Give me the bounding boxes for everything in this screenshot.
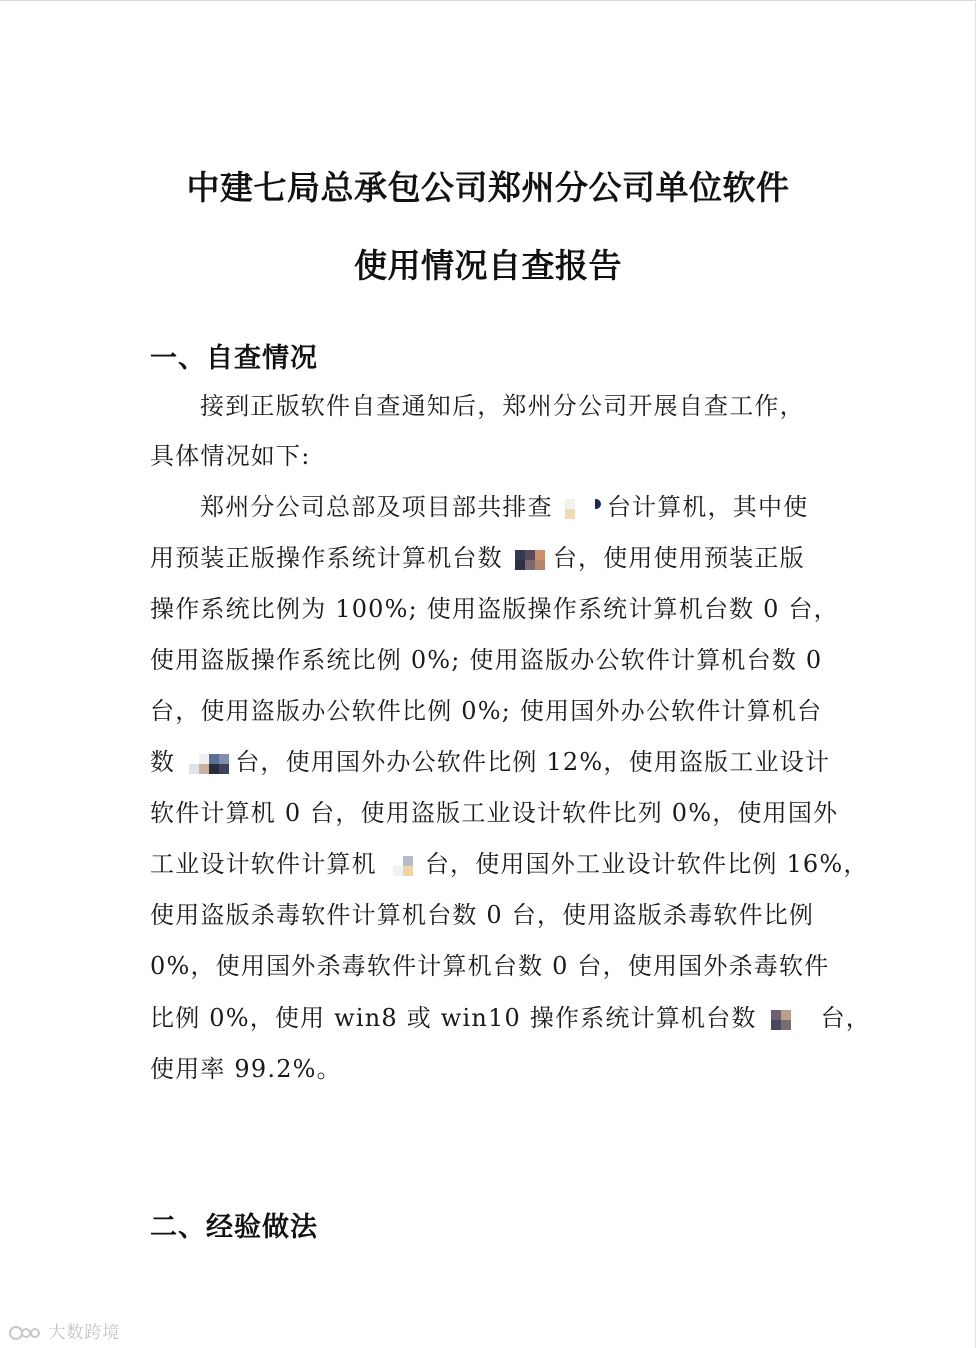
paragraph-text: 台， (820, 1004, 871, 1032)
paragraph-text: 台计算机，其中使 (606, 493, 809, 521)
paragraph-text: 用预装正版操作系统计算机台数 (150, 544, 503, 572)
redacted-number-mosaic (189, 754, 229, 774)
paragraph-line: 0%，使用国外杀毒软件计算机台数 0 台，使用国外杀毒软件 (150, 952, 830, 980)
paragraph-line (150, 543, 805, 573)
section-heading-self-inspection: 一、自查情况 (150, 343, 318, 374)
watermark (8, 1318, 120, 1343)
paragraph-line (150, 747, 830, 777)
paragraph-text: 工业设计软件计算机 (150, 850, 377, 878)
paragraph-line: 操作系统比例为 100%; 使用盗版操作系统计算机台数 0 台， (150, 595, 839, 623)
document-title-line-2: 使用情况自查报告 (354, 246, 622, 285)
redacted-number-mosaic (515, 550, 545, 570)
redacted-number-mosaic (555, 499, 605, 519)
paragraph-line (150, 849, 869, 879)
paragraph-line (200, 492, 808, 522)
paragraph-text: 台，使用使用预装正版 (552, 544, 805, 572)
page-top-border (0, 0, 976, 1)
paragraph-text: 台，使用国外办公软件比例 12%，使用盗版工业设计 (235, 748, 831, 776)
paragraph-line: 使用率 99.2%。 (150, 1055, 342, 1083)
document-title-line-1: 中建七局总承包公司郑州分公司单位软件 (186, 168, 790, 207)
redacted-number-mosaic (383, 856, 423, 876)
paragraph-line: 使用盗版杀毒软件计算机台数 0 台，使用盗版杀毒软件比例 (150, 901, 815, 929)
watermark-logo-icon (8, 1323, 42, 1343)
paragraph-text: 台，使用国外工业设计软件比例 16%， (424, 850, 869, 878)
section-heading-experience: 二、经验做法 (150, 1212, 318, 1243)
paragraph-line: 台，使用盗版办公软件比例 0%; 使用国外办公软件计算机台 (150, 697, 823, 725)
paragraph-line: 接到正版软件自查通知后，郑州分公司开展自查工作， (200, 392, 805, 420)
paragraph-line (150, 1003, 871, 1033)
redacted-number-mosaic (771, 1010, 801, 1030)
paragraph-line: 软件计算机 0 台，使用盗版工业设计软件比列 0%，使用国外 (150, 799, 839, 827)
paragraph-text: 郑州分公司总部及项目部共排查 (200, 493, 553, 521)
paragraph-text: 数 (150, 748, 176, 776)
paragraph-line: 使用盗版操作系统比例 0%; 使用盗版办公软件计算机台数 0 (150, 646, 823, 674)
paragraph-line: 具体情况如下: (150, 442, 311, 470)
paragraph-text: 比例 0%，使用 win8 或 win10 操作系统计算机台数 (150, 1004, 757, 1032)
watermark-text: 大数跨境 (48, 1323, 121, 1343)
